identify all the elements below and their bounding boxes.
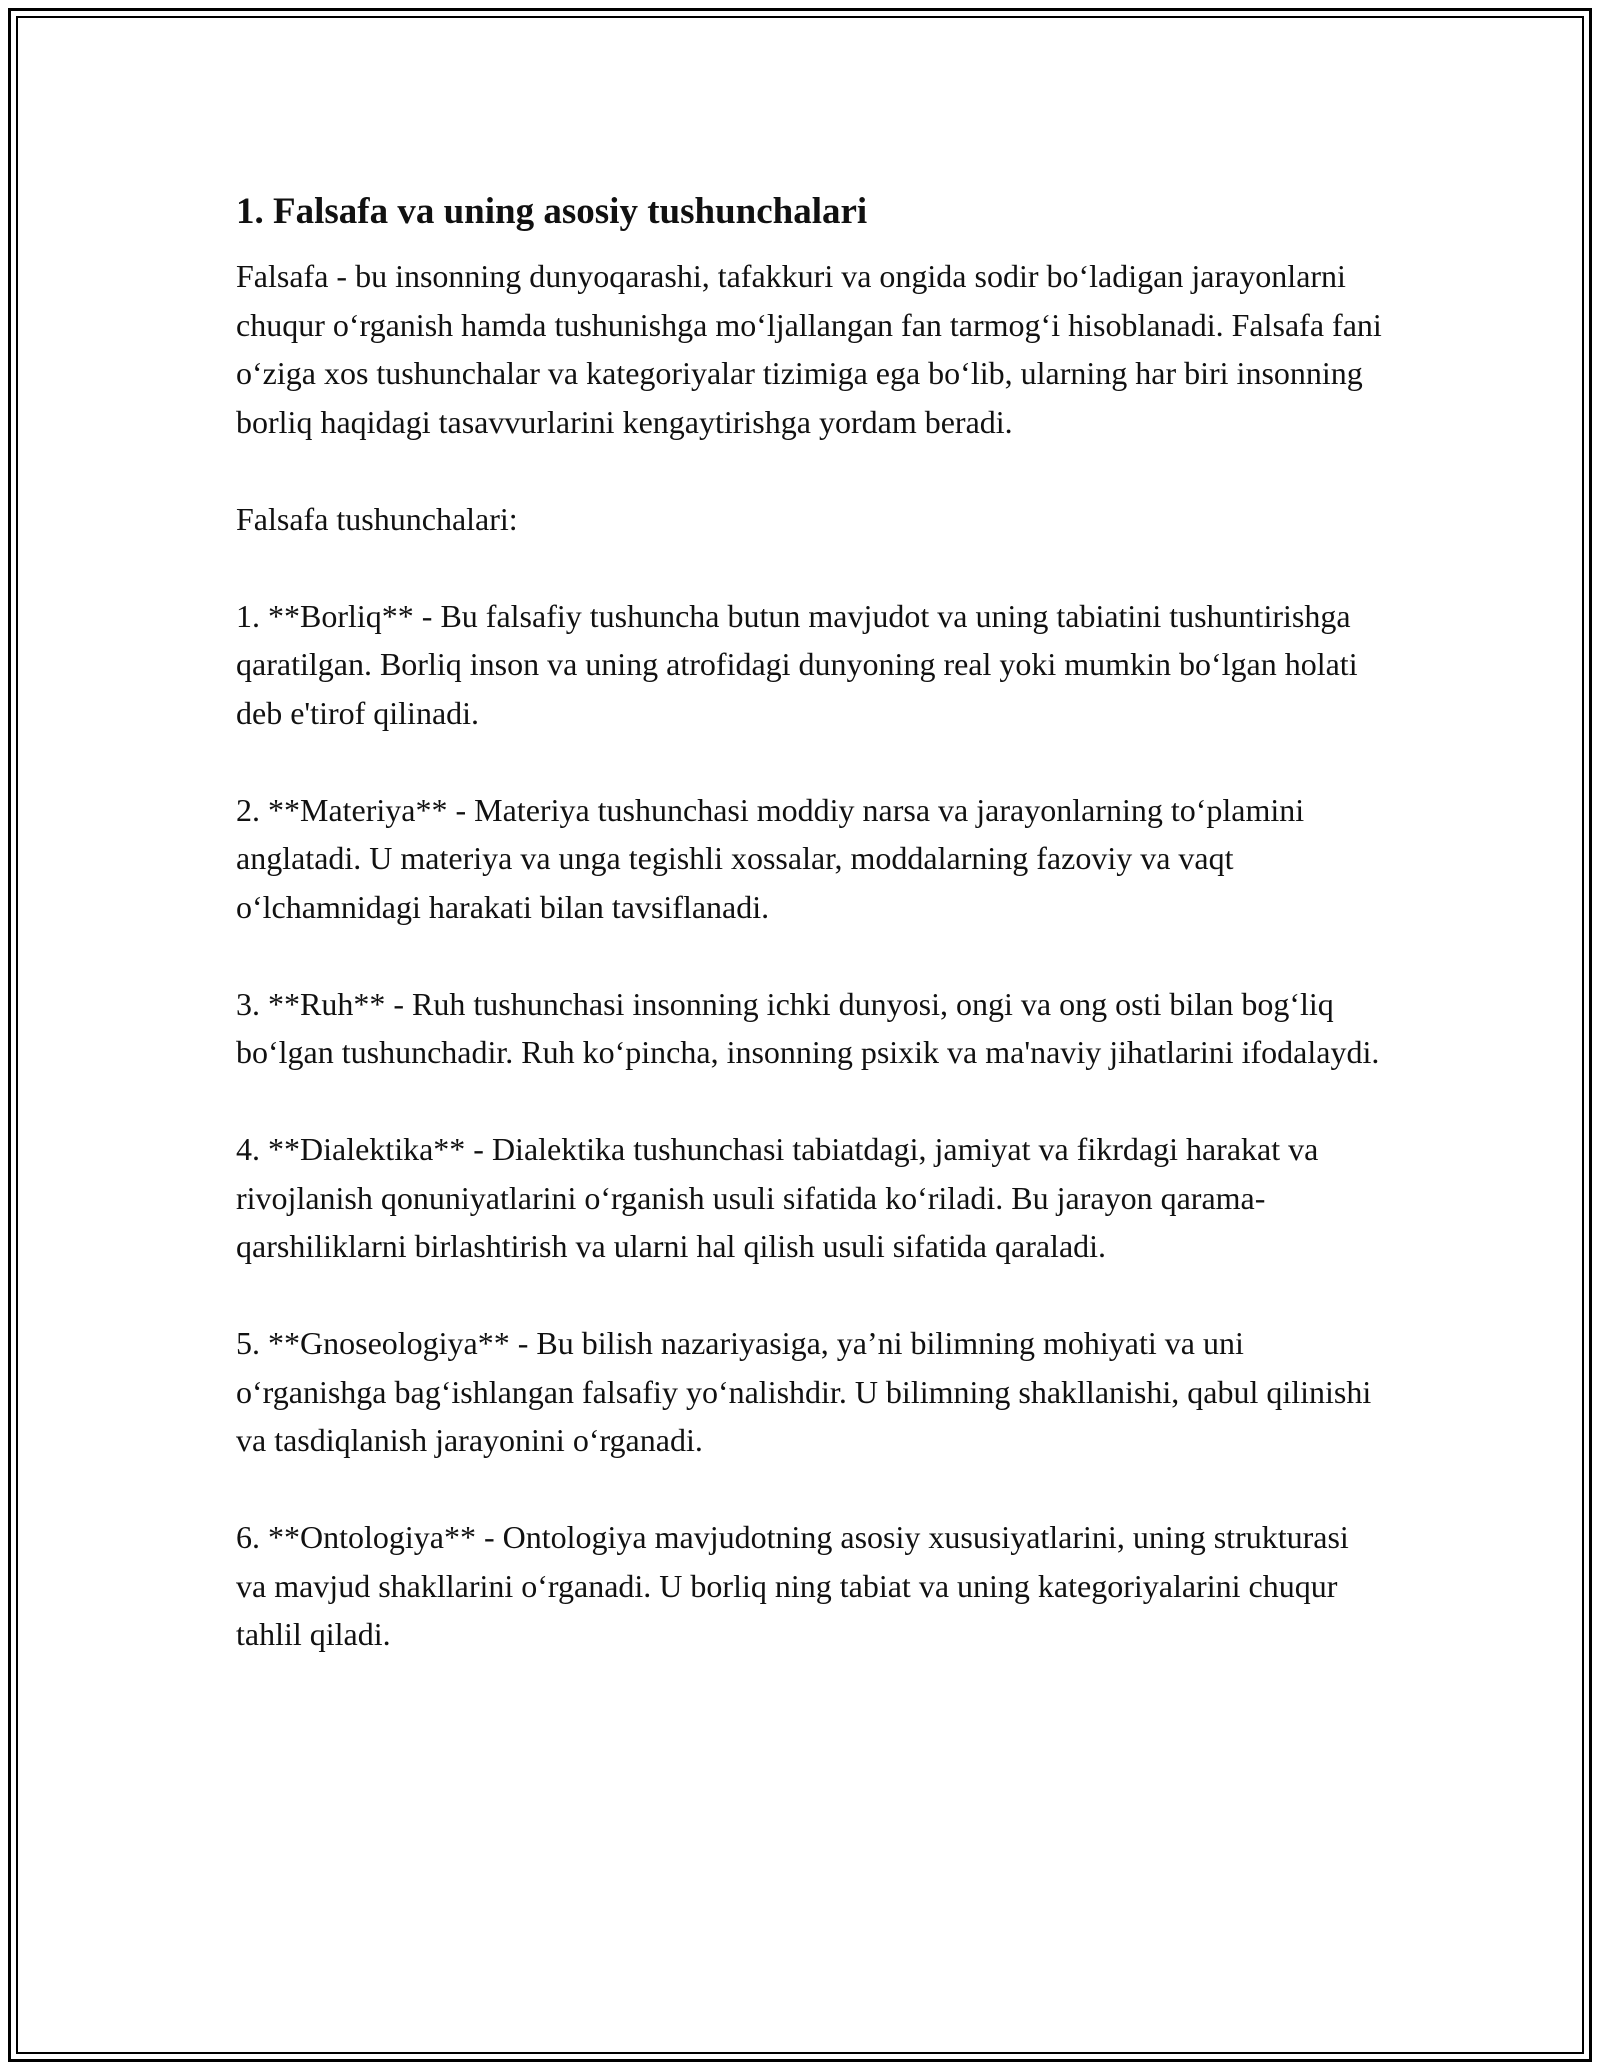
list-item-ruh: 3. **Ruh** - Ruh tushunchasi insonning ichki dunyosi, ongi va ong osti bilan bog‘liq bo‘lgan tushunchadir. Ruh ko‘pincha, insonning psixik va ma'naviy jihatlarini ifodalaydi. (236, 985, 1380, 1070)
intro-paragraph: Falsafa - bu insonning dunyoqarashi, tafakkuri va ongida sodir bo‘ladigan jarayonlarni chuqur o‘rganish hamda tushunishga mo‘ljallangan fan tarmog‘i hisoblanadi. Falsafa fani o‘ziga xos tushunchalar va kategoriyalar tizimiga ega bo‘lib, ularning har biri insonning borliq haqidagi tasavvurlarini kengaytirishga yordam beradi. (236, 258, 1382, 440)
document-body (236, 186, 1386, 1707)
list-item-gnoseologiya: 5. **Gnoseologiya** - Bu bilish nazariyasiga, ya’ni bilimning mohiyati va uni o‘rganishga bag‘ishlangan falsafiy yo‘nalishdir. U bilimning shakllanishi, qabul qilinishi va tasdiqlanish jarayonini o‘rganadi. (236, 1325, 1372, 1458)
list-item-materiya: 2. **Materiya** - Materiya tushunchasi moddiy narsa va jarayonlarning to‘plamini anglatadi. U materiya va unga tegishli xossalar, moddalarning fazoviy va vaqt o‘lchamnidagi harakati bilan tavsiflanadi. (236, 791, 1305, 925)
list-title: Falsafa tushunchalari: (236, 500, 518, 537)
list-item-borliq: 1. **Borliq** - Bu falsafiy tushuncha butun mavjudot va uning tabiatini tushuntirishga qaratilgan. Borliq inson va uning atrofidagi dunyoning real yoki mumkin bo‘lgan holati deb e'tirof qilinadi. (236, 597, 1358, 731)
list-item-dialektika: 4. **Dialektika** - Dialektika tushunchasi tabiatdagi, jamiyat va fikrdagi harakat va rivojlanish qonuniyatlarini o‘rganish usuli sifatida ko‘riladi. Bu jarayon qarama-qarshiliklarni birlashtirish va ularni hal qilish usuli sifatida qaraladi. (236, 1131, 1319, 1264)
list-item-ontologiya: 6. **Ontologiya** - Ontologiya mavjudotning asosiy xususiyatlarini, uning strukturasi va mavjud shakllarini o‘rganadi. U borliq ning tabiat va uning kategoriyalarini chuqur tahlil qiladi. (236, 1519, 1349, 1652)
document-heading: 1. Falsafa va uning asosiy tushunchalari (236, 191, 868, 232)
